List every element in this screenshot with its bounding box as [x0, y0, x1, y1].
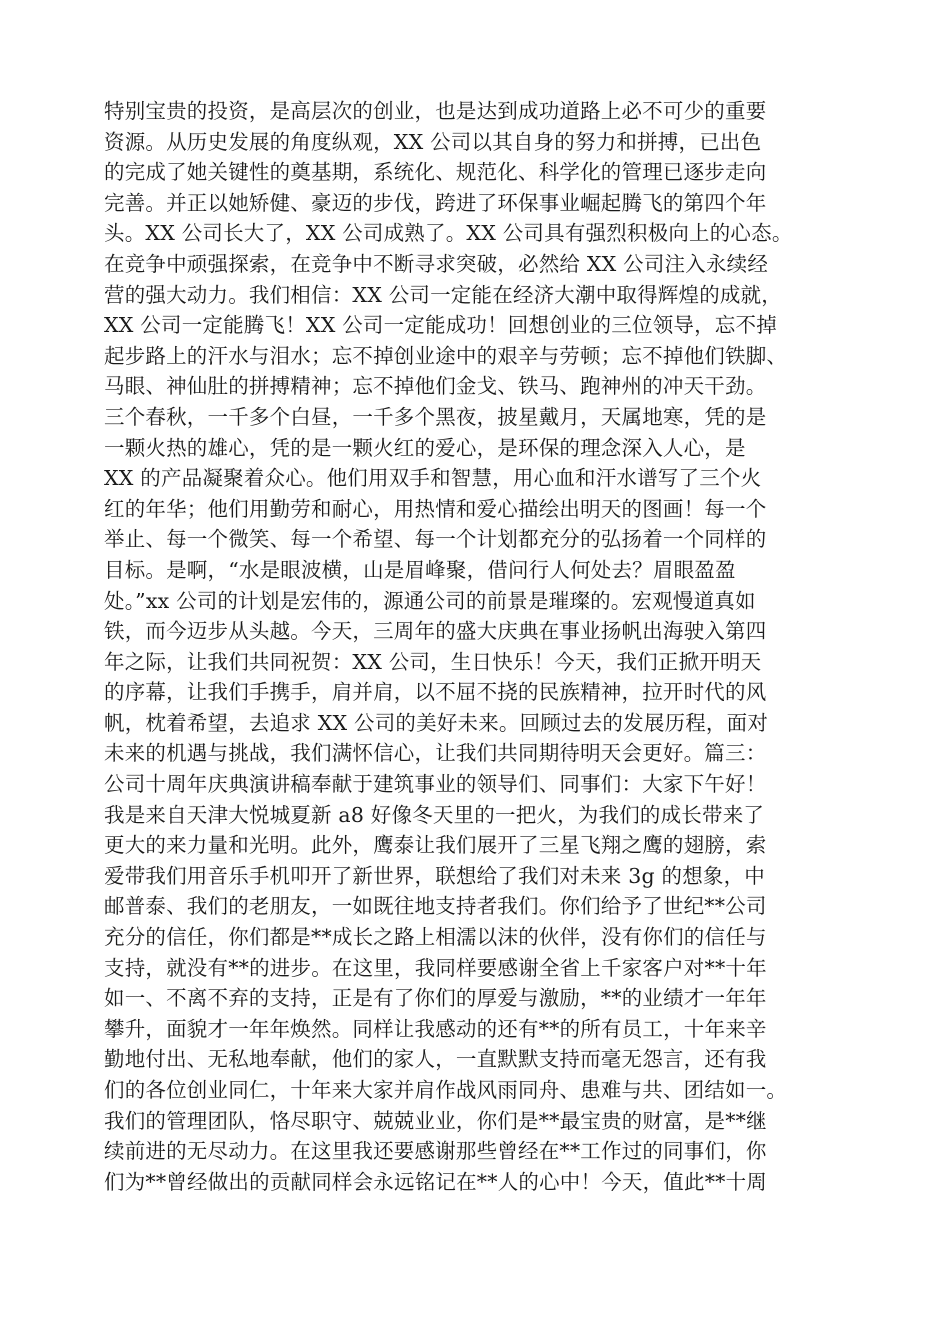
- text-line: 铁，而今迈步从头越。今天，三周年的盛大庆典在事业扬帆出海驶入第四: [104, 619, 767, 644]
- text-line: 们为**曾经做出的贡献同样会永远铭记在**人的心中！今天，值此**十周: [104, 1169, 767, 1194]
- text-line: 们的各位创业同仁，十年来大家并肩作战风雨同舟、患难与共、团结如一。: [104, 1078, 788, 1102]
- body-text: [104, 96, 864, 1197]
- text-line: 如一、不离不弃的支持，正是有了你们的厚爱与激励，**的业绩才一年年: [104, 986, 767, 1011]
- text-line: 三个春秋，一千多个白昼，一千多个黑夜，披星戴月，天属地寒，凭的是: [104, 404, 767, 429]
- text-line: 公司十周年庆典演讲稿奉献于建筑事业的领导们、同事们：大家下午好！: [104, 772, 767, 797]
- text-line: 未来的机遇与挑战，我们满怀信心，让我们共同期待明天会更好。篇三：: [104, 741, 767, 766]
- text-line: 目标。是啊，“水是眼波横，山是眉峰聚，借问行人何处去？眉眼盈盈: [104, 557, 736, 582]
- text-line: 资源。从历史发展的角度纵观，XX 公司以其自身的努力和拼搏，已出色: [104, 129, 762, 154]
- text-line: 头。XX 公司长大了，XX 公司成熟了。XX 公司具有强烈积极向上的心态。: [104, 221, 793, 246]
- text-line: 的序幕，让我们手携手，肩并肩，以不屈不挠的民族精神，拉开时代的风: [104, 680, 767, 705]
- text-line: 年之际，让我们共同祝贺：XX 公司，生日快乐！今天，我们正掀开明天: [104, 649, 762, 674]
- text-line: 马眼、神仙肚的拼搏精神；忘不掉他们金戈、铁马、跑神州的冲天干劲。: [104, 374, 767, 399]
- text-line: XX 的产品凝聚着众心。他们用双手和智慧，用心血和汗水谱写了三个火: [104, 466, 762, 491]
- text-line: 攀升，面貌才一年年焕然。同样让我感动的还有**的所有员工，十年来辛: [104, 1016, 767, 1041]
- text-line: 营的强大动力。我们相信：XX 公司一定能在经济大潮中取得辉煌的成就，: [104, 282, 783, 307]
- text-line: 红的年华；他们用勤劳和耐心，用热情和爱心描绘出明天的图画！每一个: [104, 496, 767, 521]
- text-line: 勤地付出、无私地奉献，他们的家人，一直默默支持而毫无怨言，还有我: [104, 1047, 767, 1072]
- text-line: 更大的来力量和光明。此外，鹰泰让我们展开了三星飞翔之鹰的翅膀，索: [104, 833, 767, 858]
- text-line: 邮普泰、我们的老朋友，一如既往地支持者我们。你们给予了世纪**公司: [104, 894, 767, 919]
- text-line: 我是来自天津大悦城夏新 a8 好像冬天里的一把火，为我们的成长带来了: [104, 802, 765, 827]
- text-line: 完善。并正以她矫健、豪迈的步伐，跨进了环保事业崛起腾飞的第四个年: [104, 190, 767, 215]
- text-line: 爱带我们用音乐手机叩开了新世界，联想给了我们对未来 3g 的想象，中: [104, 863, 765, 888]
- text-line: 一颗火热的雄心，凭的是一颗火红的爱心，是环保的理念深入人心，是: [104, 435, 746, 460]
- text-line: 处。”xx 公司的计划是宏伟的，源通公司的前景是璀璨的。宏观慢道真如: [104, 588, 756, 613]
- text-line: 我们的管理团队，恪尽职守、兢兢业业，你们是**最宝贵的财富，是**继: [104, 1108, 767, 1133]
- text-line: 的完成了她关键性的奠基期，系统化、规范化、科学化的管理已逐步走向: [104, 160, 767, 185]
- text-line: 帆，枕着希望，去追求 XX 公司的美好未来。回顾过去的发展历程，面对: [104, 710, 769, 735]
- text-line: 充分的信任，你们都是**成长之路上相濡以沫的伙伴，没有你们的信任与: [104, 925, 767, 950]
- text-line: 起步路上的汗水与泪水；忘不掉创业途中的艰辛与劳顿；忘不掉他们铁脚、: [104, 343, 788, 368]
- text-line: 续前进的无尽动力。在这里我还要感谢那些曾经在**工作过的同事们，你: [104, 1139, 767, 1164]
- text-line: 在竞争中顽强探索，在竞争中不断寻求突破，必然给 XX 公司注入永续经: [104, 251, 769, 276]
- text-line: 支持，就没有**的进步。在这里，我同样要感谢全省上千家客户对**十年: [104, 955, 767, 980]
- text-line: 举止、每一个微笑、每一个希望、每一个计划都充分的弘扬着一个同样的: [104, 527, 767, 552]
- text-line: 特别宝贵的投资，是高层次的创业，也是达到成功道路上必不可少的重要: [104, 99, 767, 123]
- text-line: XX 公司一定能腾飞！XX 公司一定能成功！回想创业的三位领导，忘不掉: [104, 313, 777, 338]
